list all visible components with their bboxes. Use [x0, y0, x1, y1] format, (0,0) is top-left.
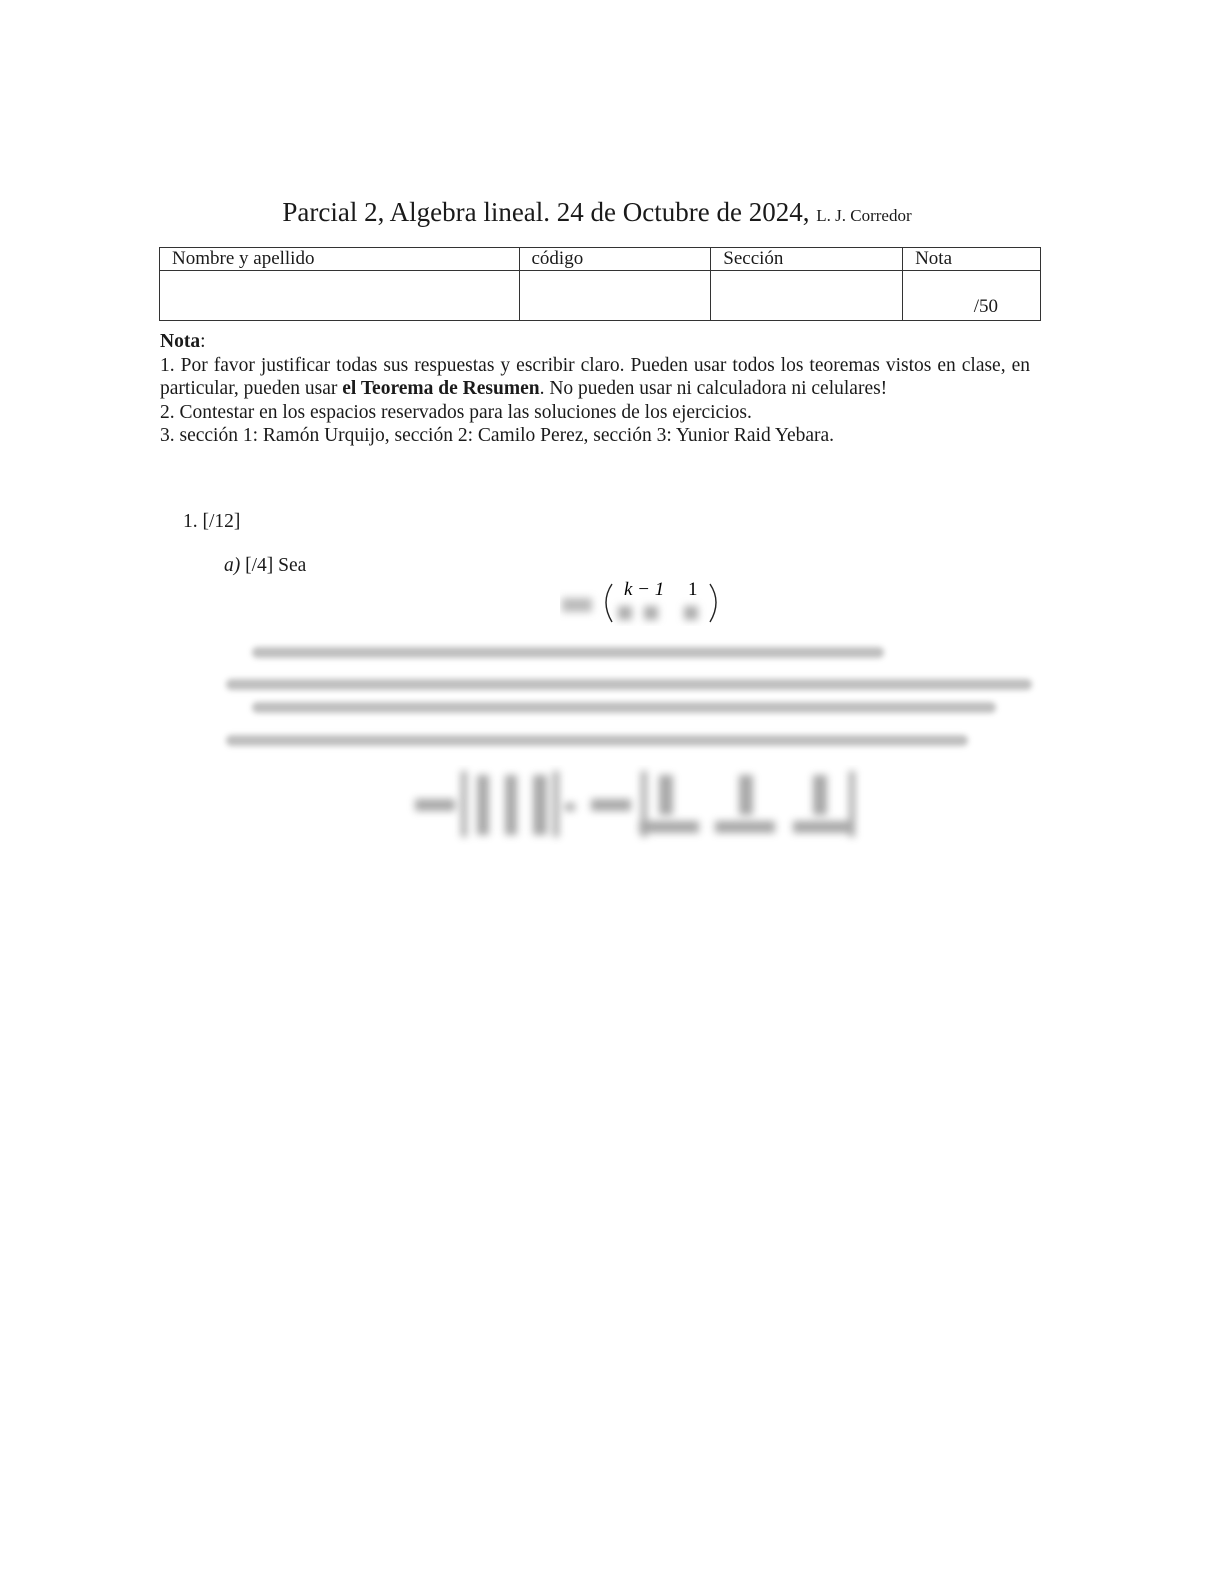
right-paren-icon: [710, 584, 716, 622]
matrix-a-lhs-blur: [562, 598, 592, 612]
score-total: /50: [973, 296, 998, 317]
part-a-text: [/4] Sea: [240, 555, 307, 576]
note-item-2: 2. Contestar en los espacios reservados para las soluciones de los ejercicios.: [160, 401, 752, 423]
blurred-text-line: [252, 647, 884, 658]
blurred-text-line: [252, 702, 996, 713]
notes-heading: [160, 330, 1030, 354]
author: L. J. Corredor: [816, 206, 912, 225]
column-code: código: [519, 248, 711, 271]
question-1a: [224, 554, 306, 578]
column-section: Sección: [711, 248, 903, 271]
matrix-a-row2-blur: [618, 606, 698, 620]
note-item-1: [160, 354, 1030, 401]
note-1-bold: el Teorema de Resumen: [342, 378, 540, 399]
notes-colon: :: [200, 331, 206, 352]
column-name: Nombre y apellido: [160, 248, 520, 271]
column-grade: Nota: [903, 248, 1041, 271]
blurred-text-line: [226, 679, 1032, 690]
section-field[interactable]: [711, 271, 903, 321]
title-text: Parcial 2, Algebra lineal. 24 de Octubre de 2024,: [282, 197, 810, 227]
notes-section: [160, 330, 1030, 448]
code-field[interactable]: [519, 271, 711, 321]
student-info-table: [159, 247, 1041, 321]
left-paren-icon: [606, 584, 612, 622]
matrix-a-cell-1-2: 1: [688, 579, 698, 600]
question-1-label: 1. [/12]: [183, 511, 241, 532]
blurred-text-line: [226, 735, 968, 746]
note-1-text-a: 1. Por favor justificar todas sus respuestas y escribir claro. Pueden usar todos los teoremas vistos en clase, en particular, pueden usar: [160, 354, 1030, 399]
grade-field: [903, 271, 1041, 321]
part-a-letter: a): [224, 555, 241, 576]
note-1-text-b: . No pueden usar ni calculadora ni celulares!: [539, 378, 888, 399]
page-title: [0, 194, 1194, 234]
notes-label: Nota: [160, 331, 201, 352]
note-item-3: 3. sección 1: Ramón Urquijo, sección 2: Camilo Perez, sección 3: Yunior Raid Yebara.: [160, 425, 835, 446]
blurred-matrices: [405, 765, 875, 845]
matrix-a-cell-1-1: k − 1: [624, 579, 665, 600]
matrix-a: [560, 578, 740, 626]
name-field[interactable]: [160, 271, 520, 321]
